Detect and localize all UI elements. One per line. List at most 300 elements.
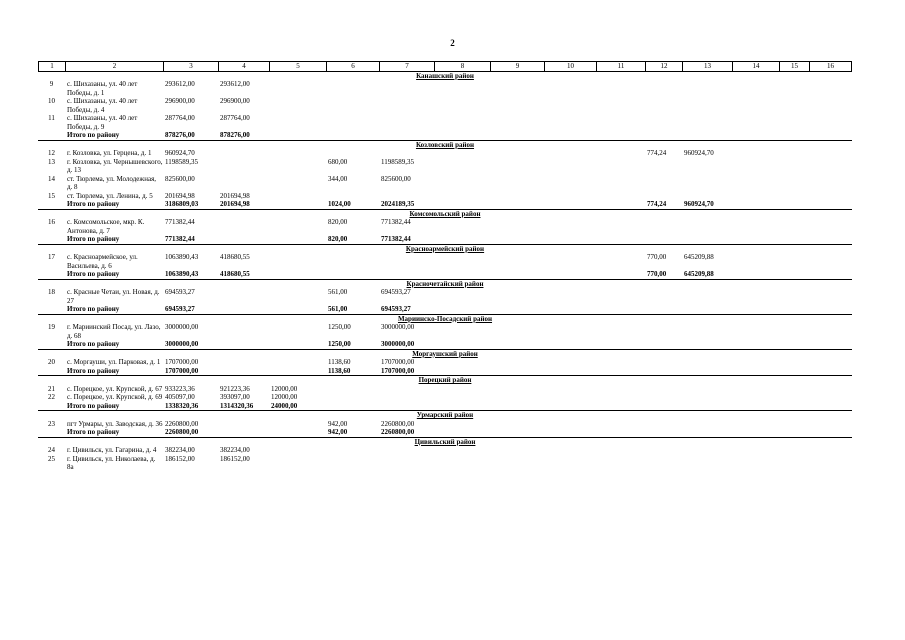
empty-cell [779,131,809,140]
area-col12-cell [645,288,682,305]
total-col5: 24000,00 [271,401,298,410]
empty-cell [490,323,544,340]
empty-cell [779,385,809,394]
row-number: 23 [48,419,55,428]
empty-cell [732,175,779,192]
empty-cell [490,402,544,411]
region-total-row [38,270,852,280]
empty-cell [809,200,852,209]
table-row [38,253,852,270]
empty-cell [809,80,852,97]
cost-col5-cell [269,358,326,367]
total-col3: 1338320,36 [165,401,199,410]
total-col12 [645,235,682,244]
empty-cell [434,288,490,305]
row-number: 18 [48,288,55,296]
cost-col4-cell [218,175,269,192]
cost-col5-cell [269,420,326,429]
cost-col5-cell [269,192,326,201]
empty-cell [434,393,490,402]
empty-cell [434,455,490,472]
area-col6-cell: 942,00 [328,419,348,428]
total-col5 [269,235,326,244]
empty-cell [809,149,852,158]
empty-cell [490,358,544,367]
total-col12 [645,340,682,349]
empty-cell [490,80,544,97]
empty-cell [596,158,645,175]
cost-col7-cell [379,114,434,131]
cost-col4-cell: 418680,55 [220,253,250,261]
empty-cell [779,402,809,411]
region-title: Комсомольский район [409,209,481,218]
region-title: Красночетайский район [406,279,484,288]
cost-col13-cell [682,192,732,201]
column-header-6: 6 [326,62,379,71]
empty-cell [779,367,809,376]
cost-col13-cell [682,175,732,192]
total-label: Итого по району [67,200,120,208]
area-col6-cell [326,192,379,201]
empty-cell [732,367,779,376]
empty-cell [434,305,490,314]
region-title: Канашский район [416,71,474,80]
empty-cell [596,323,645,340]
cost-col13-cell: 960924,70 [684,149,714,157]
empty-cell [809,305,852,314]
cost-col7-cell: 694593,27 [381,288,411,296]
total-col13 [682,367,732,376]
empty-cell [544,270,596,279]
empty-cell [434,158,490,175]
area-col12-cell: 774,24 [647,149,667,157]
total-col7 [379,131,434,140]
empty-cell [732,446,779,455]
empty-cell [434,97,490,114]
total-col13 [682,305,732,314]
empty-cell [809,253,852,270]
region-total-row [38,131,852,141]
empty-cell [596,270,645,279]
cost-total-cell: 382234,00 [165,446,195,454]
column-header-16: 16 [809,62,852,71]
empty-cell [596,305,645,314]
empty-cell [490,420,544,429]
empty-cell [434,358,490,367]
total-label: Итого по району [67,305,120,313]
cost-col7-cell [379,253,434,270]
empty-cell [779,235,809,244]
empty-cell [596,367,645,376]
empty-cell [596,428,645,437]
cost-col4-cell [218,158,269,175]
empty-cell [596,235,645,244]
total-col7: 2260800,00 [381,428,415,436]
total-col7 [379,402,434,411]
empty-cell [779,114,809,131]
cost-total-cell: 296900,00 [165,97,195,105]
empty-cell [38,367,65,376]
empty-cell [596,131,645,140]
empty-cell [38,402,65,411]
empty-cell [779,358,809,367]
cost-col13-cell [682,97,732,114]
cost-col5-cell [269,158,326,175]
area-col12-cell [645,80,682,97]
empty-cell [544,175,596,192]
total-col6: 820,00 [328,235,348,243]
address-cell: с. Порецкое, ул. Крупской, д. 69 [67,393,163,401]
area-col6-cell: 680,00 [328,157,348,166]
empty-cell [490,192,544,201]
total-col12: 774,24 [647,200,667,208]
cost-total-cell: 405097,00 [165,393,195,401]
total-col7: 3000000,00 [381,340,415,348]
total-col12 [645,402,682,411]
empty-cell [779,340,809,349]
empty-cell [490,305,544,314]
address-cell: пгт Урмары, ул. Заводская, д. 36 [67,419,163,428]
cost-col7-cell [379,192,434,201]
empty-cell [490,288,544,305]
empty-cell [434,323,490,340]
column-header-7: 7 [379,62,434,71]
cost-col13-cell [682,218,732,235]
empty-cell [809,385,852,394]
empty-cell [490,393,544,402]
cost-col13-cell [682,358,732,367]
empty-cell [596,218,645,235]
address-cell: с. Шихазаны, ул. 40 лет Победы, д. 4 [67,97,138,114]
empty-cell [596,80,645,97]
empty-cell [544,420,596,429]
area-col12-cell [645,175,682,192]
total-col6 [326,402,379,411]
region-title: Козловский район [415,140,475,149]
area-col12-cell [645,97,682,114]
empty-cell [544,114,596,131]
empty-cell [490,218,544,235]
empty-cell [732,158,779,175]
cost-col13-cell [682,385,732,394]
total-col13 [682,131,732,140]
region-title: Цивильский район [414,437,476,446]
empty-cell [732,358,779,367]
empty-cell [732,288,779,305]
row-number: 25 [48,454,55,463]
cost-col5-cell [269,446,326,455]
total-col3: 1063890,43 [165,270,199,278]
cost-col5-cell [269,218,326,235]
cost-col4-cell [218,149,269,158]
empty-cell [544,340,596,349]
area-col12-cell [645,323,682,340]
cost-col7-cell [379,446,434,455]
area-col6-cell [326,97,379,114]
empty-cell [490,200,544,209]
empty-cell [544,200,596,209]
cost-total-cell: 1063890,43 [165,253,199,261]
total-col3: 878276,00 [165,131,195,139]
address-cell: ст. Тюрлема, ул. Молодежная, д. 8 [67,174,157,191]
empty-cell [434,270,490,279]
empty-cell [544,192,596,201]
empty-cell [434,200,490,209]
address-cell: г. Цивильск, ул. Гагарина, д. 4 [67,446,157,454]
cost-total-cell: 3000000,00 [165,323,199,331]
total-col7 [379,270,434,279]
cost-total-cell: 1198589,35 [165,157,198,166]
row-number: 13 [48,157,55,166]
empty-cell [732,393,779,402]
empty-cell [38,131,65,140]
empty-cell [596,455,645,472]
empty-cell [544,253,596,270]
cost-col7-cell: 1707000,00 [381,358,415,366]
cost-col4-cell [218,323,269,340]
empty-cell [732,385,779,394]
empty-cell [596,402,645,411]
empty-cell [596,253,645,270]
column-header-2: 2 [65,62,163,71]
empty-cell [490,455,544,472]
column-header-14: 14 [732,62,779,71]
cost-col4-cell: 393097,00 [220,393,250,401]
total-col12 [645,367,682,376]
region-total-row [38,200,852,210]
empty-cell [779,446,809,455]
cost-total-cell: 771382,44 [165,218,195,226]
empty-cell [434,402,490,411]
empty-cell [779,97,809,114]
cost-col5-cell [269,114,326,131]
empty-cell [544,131,596,140]
table-row [38,385,852,394]
empty-cell [809,446,852,455]
total-col6 [326,131,379,140]
empty-cell [779,428,809,437]
empty-cell [490,446,544,455]
total-col3: 1707000,00 [165,366,199,375]
area-col6-cell [326,446,379,455]
cost-col13-cell [682,158,732,175]
empty-cell [779,420,809,429]
table-row [38,149,852,158]
empty-cell [596,149,645,158]
cost-col4-cell: 296900,00 [220,97,250,105]
column-header-1: 1 [38,62,65,71]
empty-cell [38,200,65,209]
address-cell: г. Мариинский Посад, ул. Лазо, д. 68 [67,323,161,340]
total-col13 [682,235,732,244]
empty-cell [434,446,490,455]
address-cell: с. Красноармейское, ул. Васильева, д. 6 [67,253,138,270]
empty-cell [732,200,779,209]
empty-cell [38,340,65,349]
empty-cell [38,428,65,437]
total-col6 [326,270,379,279]
total-col7: 694593,27 [381,305,411,313]
total-col13 [682,340,732,349]
cost-col7-cell [379,97,434,114]
empty-cell [490,253,544,270]
empty-cell [779,323,809,340]
total-label: Итого по району [67,401,120,410]
address-cell: с. Шихазаны, ул. 40 лет Победы, д. 1 [67,80,138,97]
cost-total-cell: 201694,98 [165,191,195,200]
total-col4 [218,340,269,349]
region-title: Моргаушский район [412,349,478,358]
area-col6-cell: 1250,00 [328,323,351,331]
total-col12 [645,428,682,437]
empty-cell [596,420,645,429]
area-col6-cell: 1138,60 [328,358,351,366]
table-row [38,114,852,131]
region-total-row [38,235,852,245]
total-col4 [218,235,269,244]
address-cell: с. Порецкое, ул. Крупской, д. 67 [67,384,163,393]
empty-cell [779,149,809,158]
empty-cell [490,149,544,158]
row-number: 21 [48,384,55,393]
empty-cell [779,305,809,314]
cost-col7-cell [379,80,434,97]
empty-cell [732,218,779,235]
cost-col13-cell [682,393,732,402]
column-header-5: 5 [269,62,326,71]
total-col4 [218,305,269,314]
cost-col5-cell [269,175,326,192]
table-row [38,323,852,340]
table-row [38,455,852,472]
column-header-13: 13 [682,62,732,71]
cost-col5-cell [269,288,326,305]
cost-col7-cell: 771382,44 [381,218,411,226]
cost-col4-cell: 293612,00 [220,80,250,88]
column-header-4: 4 [218,62,269,71]
area-col6-cell [326,80,379,97]
empty-cell [434,149,490,158]
total-col4: 878276,00 [220,131,250,139]
cost-col13-cell [682,323,732,340]
total-col5 [269,305,326,314]
empty-cell [544,393,596,402]
table-row [38,446,852,455]
total-col5 [269,270,326,279]
empty-cell [779,200,809,209]
empty-cell [490,367,544,376]
empty-cell [809,428,852,437]
row-number: 11 [48,114,55,122]
cost-col13-cell: 645209,88 [684,253,714,261]
cost-col7-cell [379,393,434,402]
empty-cell [779,253,809,270]
empty-cell [809,270,852,279]
total-col3: 3000000,00 [165,340,199,348]
row-number: 12 [48,149,55,157]
region-title: Красноармейский район [405,244,485,253]
empty-cell [434,131,490,140]
region-total-row [38,402,852,412]
total-col5 [269,131,326,140]
empty-cell [732,270,779,279]
total-col6: 1250,00 [328,340,351,348]
empty-cell [732,192,779,201]
empty-cell [544,218,596,235]
total-col12: 770,00 [647,270,667,278]
total-col12 [645,305,682,314]
empty-cell [544,305,596,314]
cost-col5-cell [269,149,326,158]
cost-col7-cell: 825600,00 [381,174,411,183]
table-body [38,72,852,472]
empty-cell [434,385,490,394]
empty-cell [544,323,596,340]
cost-total-cell: 293612,00 [165,80,195,88]
column-header-8: 8 [434,62,490,71]
empty-cell [732,149,779,158]
empty-cell [809,420,852,429]
empty-cell [544,158,596,175]
report-table [38,61,852,472]
region-total-row [38,367,852,377]
empty-cell [490,235,544,244]
column-header-row [38,61,852,72]
cost-col5-cell [269,80,326,97]
area-col12-cell [645,393,682,402]
area-col12-cell [645,114,682,131]
column-header-11: 11 [596,62,645,71]
empty-cell [809,114,852,131]
cost-col4-cell [218,218,269,235]
area-col6-cell [326,455,379,472]
total-col5 [269,340,326,349]
empty-cell [434,420,490,429]
empty-cell [596,97,645,114]
cost-total-cell: 694593,27 [165,288,195,296]
empty-cell [544,367,596,376]
empty-cell [809,402,852,411]
empty-cell [779,175,809,192]
total-col4: 418680,55 [220,270,250,278]
total-col13: 960924,70 [684,200,714,208]
total-col7: 1707000,00 [381,366,415,375]
cost-col5-cell [269,253,326,270]
empty-cell [809,97,852,114]
area-col6-cell: 344,00 [328,174,348,183]
empty-cell [596,446,645,455]
cost-col5-cell: 12000,00 [271,384,298,393]
cost-col7-cell [379,455,434,472]
total-label: Итого по району [67,366,120,375]
total-col4: 201694,98 [220,200,250,208]
empty-cell [596,192,645,201]
cost-col4-cell: 921223,36 [220,384,250,393]
area-col12-cell [645,385,682,394]
area-col6-cell: 561,00 [328,288,348,296]
total-col3: 694593,27 [165,305,195,313]
total-col7: 771382,44 [381,235,411,243]
total-col4 [218,367,269,376]
cost-col13-cell [682,80,732,97]
empty-cell [809,235,852,244]
row-number: 16 [48,218,55,226]
empty-cell [490,114,544,131]
area-col6-cell: 820,00 [328,218,348,226]
empty-cell [544,402,596,411]
empty-cell [434,340,490,349]
empty-cell [544,97,596,114]
